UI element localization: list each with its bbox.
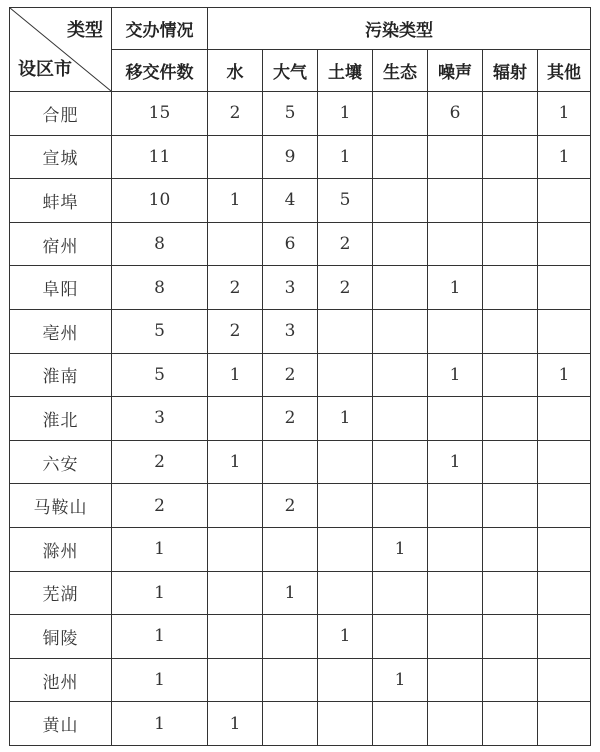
noise-cell: 6 [428, 92, 483, 136]
soil-cell [318, 702, 373, 746]
radiation-cell [483, 92, 538, 136]
other-cell [538, 440, 591, 484]
water-cell: 1 [208, 702, 263, 746]
ecology-cell: 1 [373, 527, 428, 571]
air-cell [263, 702, 318, 746]
soil-cell: 2 [318, 222, 373, 266]
water-cell [208, 222, 263, 266]
region-cell: 阜阳 [10, 266, 112, 310]
count-cell: 1 [112, 615, 208, 659]
other-cell [538, 702, 591, 746]
ecology-cell [373, 179, 428, 223]
other-cell [538, 484, 591, 528]
ecology-cell [373, 397, 428, 441]
radiation-cell [483, 266, 538, 310]
noise-cell [428, 222, 483, 266]
table-row [10, 353, 591, 397]
ecology-cell [373, 309, 428, 353]
region-cell: 蚌埠 [10, 179, 112, 223]
water-cell [208, 658, 263, 702]
other-cell: 1 [538, 353, 591, 397]
count-cell: 2 [112, 440, 208, 484]
region-cell: 亳州 [10, 309, 112, 353]
count-cell: 11 [112, 135, 208, 179]
ecology-cell [373, 92, 428, 136]
region-cell: 黄山 [10, 702, 112, 746]
soil-cell [318, 309, 373, 353]
soil-cell [318, 571, 373, 615]
radiation-cell [483, 135, 538, 179]
air-cell: 6 [263, 222, 318, 266]
air-cell: 3 [263, 266, 318, 310]
ecology-cell [373, 571, 428, 615]
air-cell [263, 527, 318, 571]
soil-cell: 1 [318, 92, 373, 136]
noise-cell [428, 135, 483, 179]
air-cell: 9 [263, 135, 318, 179]
region-cell: 宿州 [10, 222, 112, 266]
air-cell [263, 615, 318, 659]
noise-cell [428, 571, 483, 615]
region-cell: 宣城 [10, 135, 112, 179]
ecology-cell [373, 266, 428, 310]
noise-cell [428, 658, 483, 702]
col-header-water: 水 [208, 50, 263, 92]
water-cell: 2 [208, 266, 263, 310]
table-row [10, 527, 591, 571]
water-cell: 1 [208, 440, 263, 484]
ecology-cell [373, 615, 428, 659]
water-cell [208, 135, 263, 179]
table-row [10, 309, 591, 353]
water-cell: 2 [208, 309, 263, 353]
radiation-cell [483, 615, 538, 659]
col-header-soil: 土壤 [318, 50, 373, 92]
count-cell: 1 [112, 527, 208, 571]
air-cell: 2 [263, 484, 318, 528]
table-row [10, 397, 591, 441]
soil-cell: 5 [318, 179, 373, 223]
ecology-cell [373, 484, 428, 528]
radiation-cell [483, 179, 538, 223]
header-row-top [10, 8, 591, 50]
other-cell [538, 658, 591, 702]
other-cell [538, 527, 591, 571]
air-cell: 5 [263, 92, 318, 136]
region-cell: 池州 [10, 658, 112, 702]
corner-region-label: 设区市 [18, 59, 72, 80]
water-cell: 1 [208, 353, 263, 397]
noise-cell [428, 179, 483, 223]
ecology-cell [373, 135, 428, 179]
air-cell [263, 440, 318, 484]
table-row [10, 658, 591, 702]
table-row [10, 222, 591, 266]
region-cell: 合肥 [10, 92, 112, 136]
count-cell: 2 [112, 484, 208, 528]
water-cell: 1 [208, 179, 263, 223]
water-cell [208, 615, 263, 659]
col-header-other: 其他 [538, 50, 591, 92]
radiation-cell [483, 484, 538, 528]
count-cell: 10 [112, 179, 208, 223]
col-header-noise: 噪声 [428, 50, 483, 92]
table-row [10, 440, 591, 484]
water-cell [208, 484, 263, 528]
handover-header-bottom: 移交件数 [112, 50, 208, 92]
noise-cell: 1 [428, 266, 483, 310]
region-cell: 滁州 [10, 527, 112, 571]
col-header-radiation: 辐射 [483, 50, 538, 92]
soil-cell: 1 [318, 615, 373, 659]
radiation-cell [483, 353, 538, 397]
water-cell [208, 397, 263, 441]
air-cell: 2 [263, 353, 318, 397]
water-cell [208, 571, 263, 615]
count-cell: 8 [112, 222, 208, 266]
other-cell [538, 266, 591, 310]
radiation-cell [483, 527, 538, 571]
air-cell: 3 [263, 309, 318, 353]
soil-cell: 1 [318, 135, 373, 179]
handover-header-top: 交办情况 [112, 8, 208, 50]
soil-cell [318, 353, 373, 397]
count-cell: 3 [112, 397, 208, 441]
table-row [10, 702, 591, 746]
radiation-cell [483, 571, 538, 615]
noise-cell [428, 615, 483, 659]
other-cell: 1 [538, 92, 591, 136]
table-row [10, 615, 591, 659]
other-cell: 1 [538, 135, 591, 179]
count-cell: 5 [112, 353, 208, 397]
soil-cell [318, 527, 373, 571]
table-body [10, 92, 591, 746]
soil-cell: 1 [318, 397, 373, 441]
ecology-cell [373, 440, 428, 484]
noise-cell [428, 397, 483, 441]
radiation-cell [483, 222, 538, 266]
air-cell: 1 [263, 571, 318, 615]
noise-cell: 1 [428, 353, 483, 397]
pollution-type-group-header: 污染类型 [208, 8, 591, 50]
region-cell: 马鞍山 [10, 484, 112, 528]
ecology-cell [373, 222, 428, 266]
table-row [10, 92, 591, 136]
other-cell [538, 179, 591, 223]
soil-cell [318, 484, 373, 528]
region-cell: 淮北 [10, 397, 112, 441]
water-cell: 2 [208, 92, 263, 136]
radiation-cell [483, 702, 538, 746]
table-row [10, 484, 591, 528]
region-cell: 铜陵 [10, 615, 112, 659]
ecology-cell: 1 [373, 658, 428, 702]
ecology-cell [373, 353, 428, 397]
air-cell [263, 658, 318, 702]
corner-type-label: 类型 [67, 20, 103, 41]
soil-cell: 2 [318, 266, 373, 310]
noise-cell [428, 484, 483, 528]
water-cell [208, 527, 263, 571]
corner-header-cell [10, 8, 112, 92]
noise-cell: 1 [428, 440, 483, 484]
count-cell: 1 [112, 571, 208, 615]
table-row [10, 179, 591, 223]
ecology-cell [373, 702, 428, 746]
count-cell: 1 [112, 658, 208, 702]
noise-cell [428, 309, 483, 353]
count-cell: 8 [112, 266, 208, 310]
count-cell: 5 [112, 309, 208, 353]
other-cell [538, 571, 591, 615]
soil-cell [318, 440, 373, 484]
radiation-cell [483, 658, 538, 702]
col-header-air: 大气 [263, 50, 318, 92]
region-cell: 淮南 [10, 353, 112, 397]
region-cell: 六安 [10, 440, 112, 484]
noise-cell [428, 702, 483, 746]
noise-cell [428, 527, 483, 571]
count-cell: 1 [112, 702, 208, 746]
region-cell: 芜湖 [10, 571, 112, 615]
air-cell: 2 [263, 397, 318, 441]
soil-cell [318, 658, 373, 702]
table-row [10, 266, 591, 310]
count-cell: 15 [112, 92, 208, 136]
col-header-ecology: 生态 [373, 50, 428, 92]
table-row [10, 571, 591, 615]
pollution-stats-table [9, 7, 591, 746]
other-cell [538, 615, 591, 659]
other-cell [538, 397, 591, 441]
radiation-cell [483, 397, 538, 441]
air-cell: 4 [263, 179, 318, 223]
radiation-cell [483, 440, 538, 484]
other-cell [538, 222, 591, 266]
table-row [10, 135, 591, 179]
radiation-cell [483, 309, 538, 353]
other-cell [538, 309, 591, 353]
